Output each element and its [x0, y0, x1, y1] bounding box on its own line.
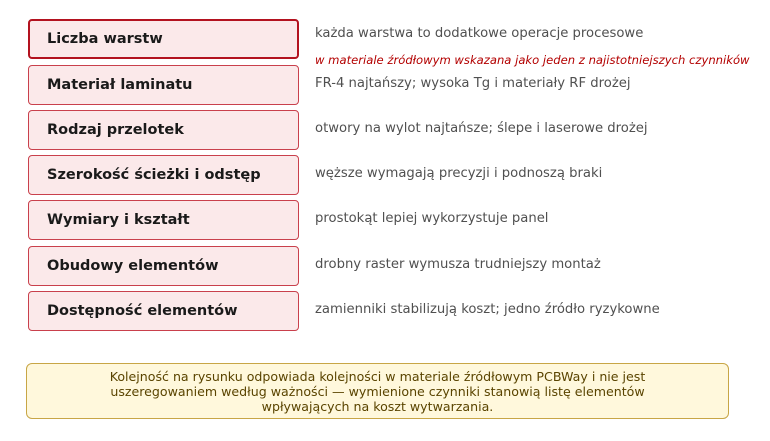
factor-label: Obudowy elementów — [47, 258, 219, 274]
factor-box-dimensions — [28, 200, 299, 240]
factor-row-vias — [0, 110, 770, 152]
factor-description: każda warstwa to dodatkowe operacje procesowe — [315, 26, 644, 41]
factor-box-laminate — [28, 65, 299, 105]
factor-row-dimensions — [0, 200, 770, 242]
factor-description: węższe wymagają precyzji i podnoszą braki — [315, 166, 603, 181]
factor-description: otwory na wylot najtańsze; ślepe i laserowe drożej — [315, 121, 648, 136]
footer-note-box — [26, 363, 729, 419]
factor-box-trace-width — [28, 155, 299, 195]
factor-box-vias — [28, 110, 299, 150]
factor-description: prostokąt lepiej wykorzystuje panel — [315, 211, 549, 226]
factor-row-trace-width — [0, 155, 770, 197]
factor-row-packages — [0, 246, 770, 288]
factor-label: Wymiary i kształt — [47, 212, 190, 228]
factor-label: Szerokość ścieżki i odstęp — [47, 167, 261, 183]
factor-label: Dostępność elementów — [47, 303, 238, 319]
factor-row-laminate — [0, 65, 770, 107]
factor-note: w materiale źródłowym wskazana jako jeden z najistotniejszych czynników — [315, 53, 750, 67]
factor-description: zamienniki stabilizują koszt; jedno źródło ryzykowne — [315, 302, 660, 317]
factor-box-layers — [28, 19, 299, 59]
factor-description: drobny raster wymusza trudniejszy montaż — [315, 257, 601, 272]
factor-row-layers — [0, 19, 770, 67]
footer-note-text: Kolejność na rysunku odpowiada kolejności w materiale źródłowym PCBWay i nie jest uszeregowaniem według ważności — wymienione czynniki stanowią listę elementów wpływających na koszt wytwarzania. — [109, 368, 646, 414]
factor-row-availability — [0, 291, 770, 333]
factor-box-availability — [28, 291, 299, 331]
factor-label: Liczba warstw — [47, 31, 163, 47]
factor-label: Rodzaj przelotek — [47, 122, 184, 138]
factor-description: FR-4 najtańszy; wysoka Tg i materiały RF drożej — [315, 76, 631, 91]
factor-box-packages — [28, 246, 299, 286]
factor-label: Materiał laminatu — [47, 77, 193, 93]
